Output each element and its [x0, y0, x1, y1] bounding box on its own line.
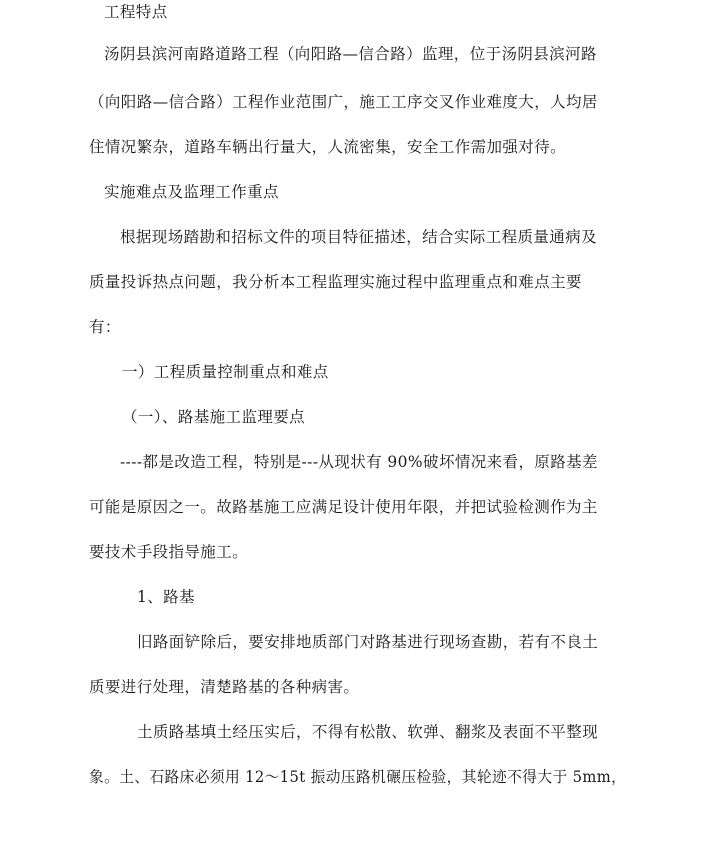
paragraph-line: 质要进行处理，清楚路基的各种病害。: [89, 678, 360, 696]
section-heading-project-features: 工程特点: [104, 3, 168, 21]
paragraph-line: 质量投诉热点问题，我分析本工程监理实施过程中监理重点和难点主要: [89, 273, 582, 291]
subheading-quality-control: 一）工程质量控制重点和难点: [122, 363, 329, 381]
paragraph-line: 要技术手段指导施工。: [89, 543, 249, 561]
paragraph-line: 汤阴县滨河南路道路工程（向阳路—信合路）监理，位于汤阴县滨河路: [104, 45, 597, 63]
section-heading-difficulties: 实施难点及监理工作重点: [104, 183, 279, 201]
paragraph-line: （向阳路—信合路）工程作业范围广，施工工序交叉作业难度大，人均居: [89, 93, 598, 111]
paragraph-line: 根据现场踏勘和招标文件的项目特征描述，结合实际工程质量通病及: [120, 228, 598, 246]
subheading-subgrade-supervision: （一）、路基施工监理要点: [122, 408, 306, 426]
paragraph-line: 旧路面铲除后，要安排地质部门对路基进行现场查勘，若有不良土: [137, 633, 599, 651]
paragraph-line: 有：: [89, 318, 121, 336]
subheading-subgrade: 1、路基: [137, 588, 195, 606]
paragraph-line: 土质路基填土经压实后，不得有松散、软弹、翻浆及表面不平整现: [137, 723, 599, 741]
paragraph-line: 象。土、石路床必须用 12～15t 振动压路机碾压检验，其轮迹不得大于 5mm，: [89, 768, 627, 786]
paragraph-line: ----都是改造工程，特别是---从现状有 90%破坏情况来看，原路基差: [120, 453, 598, 471]
paragraph-line: 住情况繁杂，道路车辆出行量大，人流密集，安全工作需加强对待。: [89, 138, 567, 156]
paragraph-line: 可能是原因之一。故路基施工应满足设计使用年限，并把试验检测作为主: [89, 498, 598, 516]
